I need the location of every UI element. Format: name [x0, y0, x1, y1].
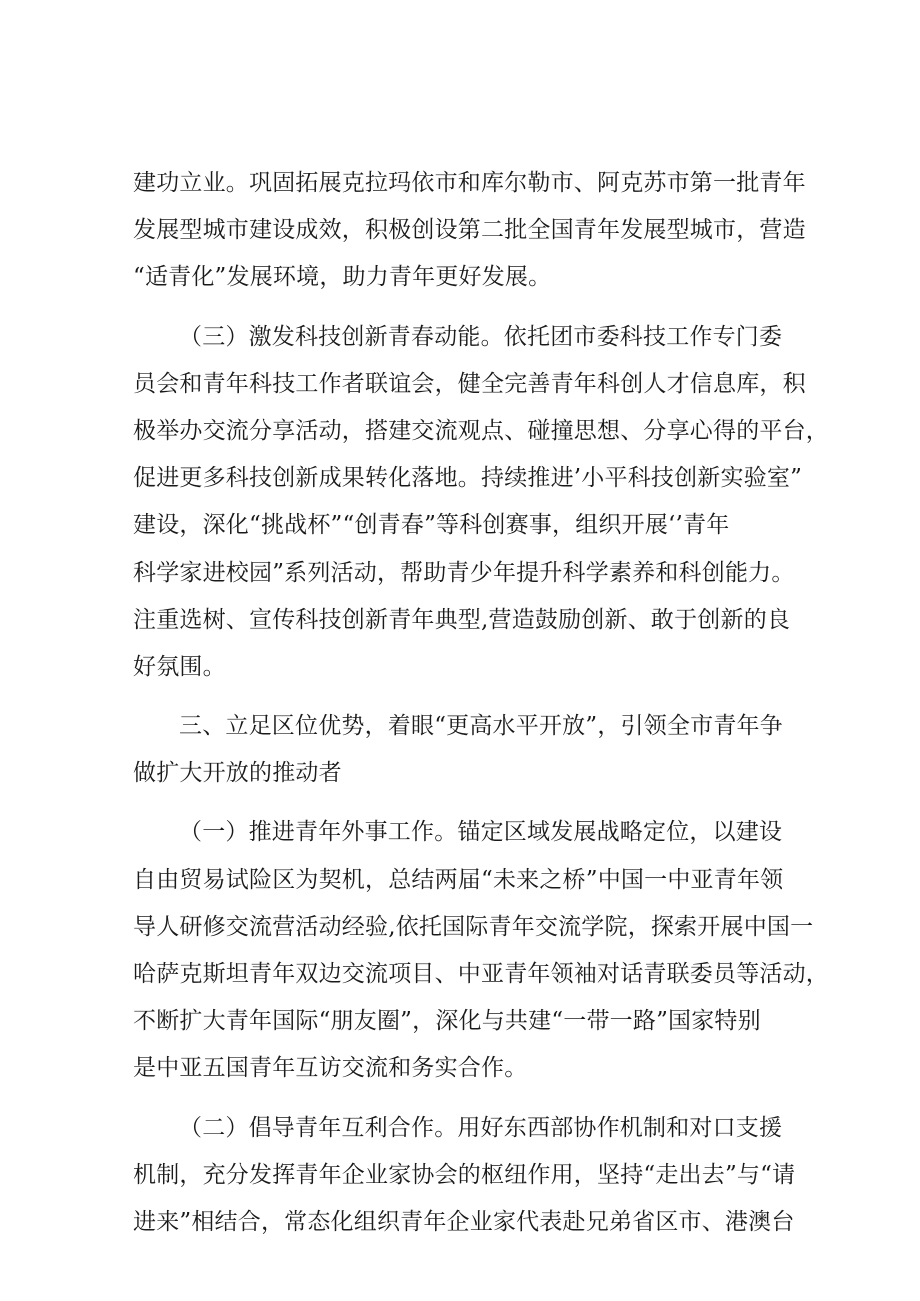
text-line: 三、立足区位优势，着眼“更高水平开放”，引领全市青年争	[179, 713, 783, 740]
text-line: 发展型城市建设成效，积极创设第二批全国青年发展型城市，营造	[133, 217, 806, 244]
text-line: 建设，深化“挑战杯”“创青春”等科创赛事，组织开展‘’青年	[133, 512, 730, 539]
text-line: 好氛围。	[133, 653, 226, 680]
paragraph-continuation	[133, 160, 806, 302]
paragraph-tech-innovation	[133, 314, 829, 692]
text-line: 科学家进校园”系列活动，帮助青少年提升科学素养和科创能力。	[133, 559, 795, 586]
text-line: 进来”相结合，常态化组织青年企业家代表赴兄弟省区市、港澳台	[133, 1208, 795, 1235]
text-line: 促进更多科技创新成果转化落地。持续推进’小平科技创新实验室”	[133, 465, 803, 492]
text-line: 员会和青年科技工作者联谊会，健全完善青年科创人才信息库，积	[133, 370, 806, 397]
paragraph-mutual-cooperation	[133, 1105, 801, 1247]
text-line: 哈萨克斯坦青年双边交流项目、中亚青年领袖对话青联委员等活动，	[133, 961, 829, 987]
text-line: 不断扩大青年国际“朋友圈”，深化与共建“一带一路”国家特别	[133, 1008, 761, 1035]
text-line: “适青化”发展环境，助力青年更好发展。	[133, 264, 552, 291]
text-line: 极举办交流分享活动，搭建交流观点、碰撞思想、分享心得的平台，	[133, 417, 829, 444]
text-line: 是中亚五国青年互访交流和务实合作。	[133, 1055, 528, 1082]
text-line: （一）推进青年外事工作。锚定区域发展战略定位，以建设	[179, 819, 783, 846]
text-line: （三）激发科技创新青春动能。依托团市委科技工作专门委	[179, 323, 783, 350]
text-line: （二）倡导青年互利合作。用好东西部协作机制和对口支援	[179, 1114, 783, 1141]
text-line: 导人研修交流营活动经验,依托国际青年交流学院，探索开展中国一	[133, 913, 814, 940]
text-line: 注重选树、宣传科技创新青年典型,营造鼓励创新、敢于创新的良	[133, 606, 791, 633]
text-line: 做扩大开放的推动者	[133, 760, 342, 787]
text-line: 自由贸易试险区为契机，总结两届“未来之桥”中国一中亚青年领	[133, 866, 784, 893]
text-line: 机制，充分发挥青年企业家协会的枢纽作用，坚持“走出去”与“请	[133, 1161, 796, 1188]
section-heading-three	[133, 703, 801, 797]
paragraph-foreign-affairs	[133, 809, 829, 1092]
text-line: 建功立业。巩固拓展克拉玛依市和库尔勒市、阿克苏市第一批青年	[133, 170, 806, 196]
document-body	[133, 160, 829, 1246]
